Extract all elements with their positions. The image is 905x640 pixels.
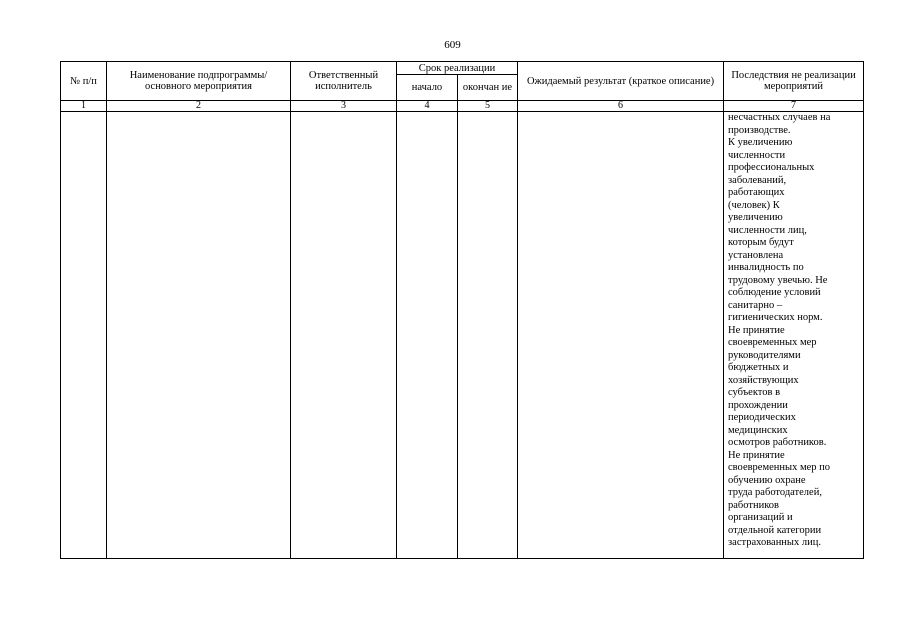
- column-number: 1: [61, 101, 107, 112]
- consequence-line: руководителями: [728, 349, 801, 361]
- cell-responsible: [291, 112, 397, 559]
- consequence-line: соблюдение условий: [728, 287, 821, 298]
- consequence-line: инвалидность по: [728, 262, 804, 273]
- consequence-line: осмотров работников.: [728, 437, 827, 448]
- consequence-line: установлена: [728, 249, 784, 261]
- consequence-line: отдельной категории: [728, 524, 822, 536]
- cell-start: [397, 112, 458, 559]
- consequence-line: профессиональных: [728, 162, 815, 173]
- column-number: 2: [107, 101, 291, 112]
- column-number-row: [61, 101, 864, 112]
- consequence-line: работающих: [728, 187, 785, 198]
- consequence-line: К увеличению: [728, 137, 793, 148]
- consequence-line: бюджетных и: [728, 362, 789, 373]
- consequence-line: увеличению: [728, 212, 783, 223]
- header-start: начало: [397, 75, 458, 101]
- consequence-line: обучению охране: [728, 474, 806, 486]
- column-number: 7: [724, 101, 864, 112]
- consequence-line: прохождении: [728, 399, 788, 411]
- cell-end: [458, 112, 518, 559]
- consequence-line: гигиенических норм.: [728, 312, 823, 323]
- cell-num: [61, 112, 107, 559]
- consequence-line: несчастных случаев на: [728, 112, 831, 123]
- measures-table: [60, 61, 864, 559]
- column-number: 6: [518, 101, 724, 112]
- cell-name: [107, 112, 291, 559]
- consequence-line: заболеваний,: [728, 174, 787, 186]
- header-num: № п/п: [61, 62, 107, 101]
- column-number: 4: [397, 101, 458, 112]
- column-number: 5: [458, 101, 518, 112]
- table-row: [61, 112, 864, 559]
- column-number: 3: [291, 101, 397, 112]
- consequence-line: производстве.: [728, 124, 791, 136]
- consequence-line: своевременных мер: [728, 337, 817, 348]
- header-term: Срок реализации: [397, 62, 518, 75]
- consequence-line: (человек) К: [728, 199, 780, 211]
- consequence-line: которым будут: [728, 237, 794, 248]
- cell-consequences: [724, 112, 864, 559]
- consequence-line: численности лиц,: [728, 224, 807, 236]
- header-consequences: Последствия не реализации мероприятий: [724, 62, 864, 101]
- cell-result: [518, 112, 724, 559]
- consequence-line: санитарно –: [728, 299, 783, 311]
- header-end: окончан ие: [458, 75, 518, 101]
- consequence-line: медицинских: [728, 424, 788, 436]
- consequence-line: субъектов в: [728, 387, 781, 398]
- page-number: 609: [444, 39, 461, 51]
- consequence-line: Не принятие: [728, 324, 785, 336]
- consequence-line: численности: [728, 149, 786, 161]
- consequence-line: работников: [728, 499, 779, 511]
- consequence-line: периодических: [728, 412, 796, 423]
- consequence-line: труда работодателей,: [728, 487, 822, 498]
- header-responsible: Ответственный исполнитель: [291, 62, 397, 101]
- header-result: Ожидаемый результат (краткое описание): [518, 62, 724, 101]
- consequence-line: хозяйствующих: [728, 374, 799, 386]
- consequence-line: трудовому увечью. Не: [728, 274, 828, 286]
- consequences-text: [724, 112, 863, 550]
- consequence-line: своевременных мер по: [728, 462, 830, 473]
- consequence-line: Не принятие: [728, 449, 785, 461]
- header-name: Наименование подпрограммы/ основного мероприятия: [107, 62, 291, 101]
- consequence-line: застрахованных лиц.: [728, 537, 821, 548]
- consequence-line: организаций и: [728, 512, 793, 523]
